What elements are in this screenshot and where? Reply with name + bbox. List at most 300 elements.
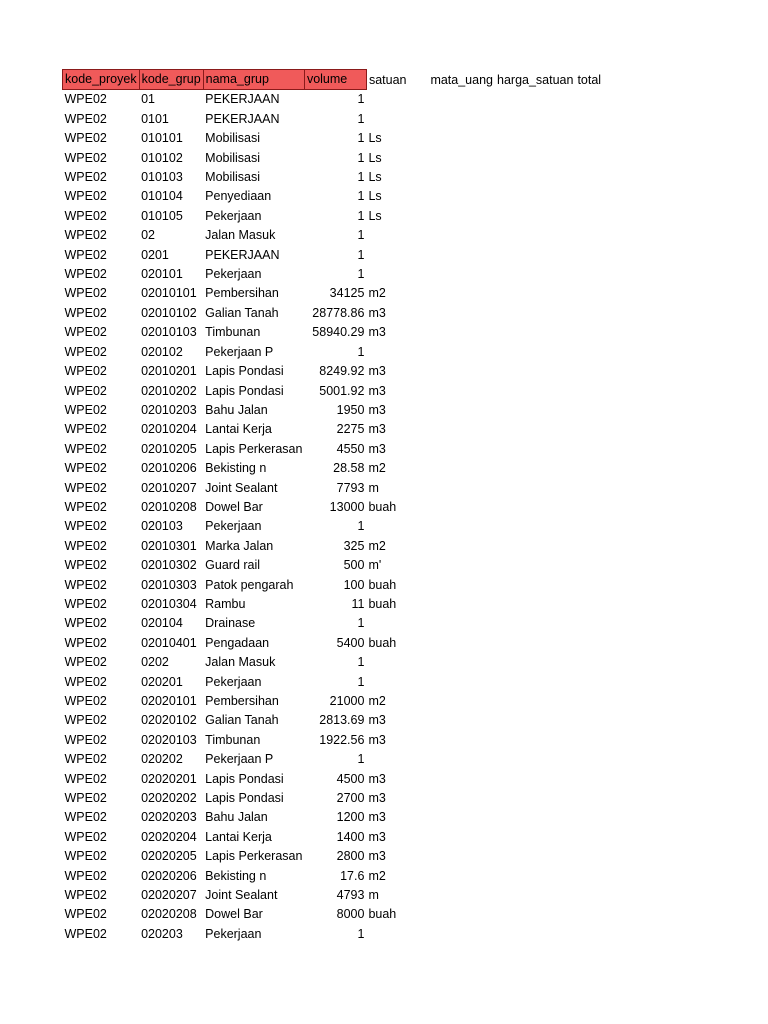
cell-kode-proyek[interactable]: WPE02	[64, 208, 107, 223]
cell-kode-grup[interactable]: 010104	[141, 189, 183, 204]
header-kode-grup[interactable]: kode_grup	[139, 70, 203, 90]
cell-total[interactable]	[575, 711, 637, 730]
cell-total[interactable]	[575, 905, 637, 924]
cell-kode-proyek[interactable]: WPE02	[64, 461, 107, 476]
cell-satuan[interactable]: m2	[368, 286, 386, 301]
cell-volume[interactable]: 1400	[336, 829, 365, 844]
cell-harga-satuan[interactable]	[495, 808, 575, 827]
cell-harga-satuan[interactable]	[495, 129, 575, 148]
cell-mata-uang[interactable]	[428, 750, 495, 769]
cell-harga-satuan[interactable]	[495, 110, 575, 129]
cell-mata-uang[interactable]	[428, 284, 495, 303]
cell-nama-grup[interactable]: Jalan Masuk	[205, 228, 276, 243]
cell-nama-grup[interactable]: Lapis Pondasi	[205, 383, 284, 398]
cell-total[interactable]	[575, 129, 637, 148]
cell-harga-satuan[interactable]	[495, 401, 575, 420]
cell-kode-proyek[interactable]: WPE02	[64, 558, 107, 573]
cell-kode-grup[interactable]: 02010205	[141, 441, 197, 456]
cell-nama-grup[interactable]: Pekerjaan	[205, 208, 262, 223]
cell-volume[interactable]: 28.58	[333, 461, 365, 476]
cell-total[interactable]	[575, 537, 637, 556]
header-kode-proyek[interactable]: kode_proyek	[63, 70, 140, 90]
cell-harga-satuan[interactable]	[495, 187, 575, 206]
cell-total[interactable]	[575, 284, 637, 303]
cell-harga-satuan[interactable]	[495, 867, 575, 886]
cell-volume[interactable]: 1	[357, 111, 365, 126]
cell-harga-satuan[interactable]	[495, 362, 575, 381]
cell-nama-grup[interactable]: Pekerjaan	[205, 267, 262, 282]
cell-kode-proyek[interactable]: WPE02	[64, 791, 107, 806]
cell-nama-grup[interactable]: Guard rail	[205, 558, 261, 573]
cell-volume[interactable]: 1	[357, 92, 365, 107]
cell-kode-proyek[interactable]: WPE02	[64, 170, 107, 185]
cell-satuan[interactable]: m3	[368, 810, 386, 825]
cell-nama-grup[interactable]: Lapis Pondasi	[205, 771, 284, 786]
cell-kode-proyek[interactable]: WPE02	[64, 499, 107, 514]
cell-kode-grup[interactable]: 020203	[141, 926, 183, 941]
cell-kode-grup[interactable]: 02020103	[141, 732, 197, 747]
cell-total[interactable]	[575, 847, 637, 866]
cell-harga-satuan[interactable]	[495, 207, 575, 226]
cell-nama-grup[interactable]: PEKERJAAN	[205, 247, 280, 262]
cell-kode-grup[interactable]: 02020203	[141, 810, 197, 825]
cell-mata-uang[interactable]	[428, 246, 495, 265]
cell-mata-uang[interactable]	[428, 905, 495, 924]
cell-mata-uang[interactable]	[428, 692, 495, 711]
cell-mata-uang[interactable]	[428, 498, 495, 517]
cell-kode-grup[interactable]: 02020207	[141, 888, 197, 903]
header-total[interactable]: total	[577, 72, 602, 87]
cell-harga-satuan[interactable]	[495, 886, 575, 905]
cell-satuan[interactable]	[366, 343, 428, 362]
cell-kode-proyek[interactable]: WPE02	[64, 849, 107, 864]
cell-kode-grup[interactable]: 02020206	[141, 868, 197, 883]
cell-nama-grup[interactable]: Pekerjaan P	[205, 752, 274, 767]
cell-harga-satuan[interactable]	[495, 498, 575, 517]
cell-harga-satuan[interactable]	[495, 517, 575, 536]
cell-kode-proyek[interactable]: WPE02	[64, 907, 107, 922]
cell-total[interactable]	[575, 498, 637, 517]
cell-volume[interactable]: 1	[357, 208, 365, 223]
cell-mata-uang[interactable]	[428, 537, 495, 556]
cell-satuan[interactable]: buah	[368, 907, 397, 922]
cell-total[interactable]	[575, 459, 637, 478]
cell-harga-satuan[interactable]	[495, 420, 575, 439]
cell-total[interactable]	[575, 401, 637, 420]
cell-kode-grup[interactable]: 02010304	[141, 596, 197, 611]
cell-kode-grup[interactable]: 02020201	[141, 771, 197, 786]
cell-total[interactable]	[575, 207, 637, 226]
cell-mata-uang[interactable]	[428, 323, 495, 342]
cell-harga-satuan[interactable]	[495, 770, 575, 789]
cell-volume[interactable]: 4500	[336, 771, 365, 786]
cell-total[interactable]	[575, 595, 637, 614]
cell-nama-grup[interactable]: PEKERJAAN	[205, 111, 280, 126]
cell-satuan[interactable]	[366, 265, 428, 284]
cell-nama-grup[interactable]: Dowel Bar	[205, 907, 263, 922]
cell-satuan[interactable]	[366, 673, 428, 692]
cell-volume[interactable]: 1922.56	[319, 732, 365, 747]
cell-mata-uang[interactable]	[428, 576, 495, 595]
cell-satuan[interactable]: buah	[368, 499, 397, 514]
cell-kode-proyek[interactable]: WPE02	[64, 771, 107, 786]
cell-kode-proyek[interactable]: WPE02	[64, 868, 107, 883]
cell-kode-proyek[interactable]: WPE02	[64, 752, 107, 767]
cell-kode-grup[interactable]: 010105	[141, 208, 183, 223]
cell-volume[interactable]: 2800	[336, 849, 365, 864]
cell-kode-grup[interactable]: 02010401	[141, 635, 197, 650]
cell-harga-satuan[interactable]	[495, 382, 575, 401]
cell-nama-grup[interactable]: Pekerjaan	[205, 674, 262, 689]
cell-harga-satuan[interactable]	[495, 226, 575, 245]
cell-total[interactable]	[575, 323, 637, 342]
cell-satuan[interactable]	[366, 110, 428, 129]
cell-volume[interactable]: 1	[357, 170, 365, 185]
cell-nama-grup[interactable]: Mobilisasi	[205, 170, 261, 185]
cell-volume[interactable]: 5400	[336, 635, 365, 650]
cell-mata-uang[interactable]	[428, 595, 495, 614]
cell-nama-grup[interactable]: Pengadaan	[205, 635, 270, 650]
cell-total[interactable]	[575, 168, 637, 187]
cell-volume[interactable]: 1	[357, 616, 365, 631]
cell-satuan[interactable]: m3	[368, 422, 386, 437]
cell-mata-uang[interactable]	[428, 886, 495, 905]
cell-kode-proyek[interactable]: WPE02	[64, 344, 107, 359]
cell-satuan[interactable]: buah	[368, 635, 397, 650]
cell-volume[interactable]: 1	[357, 752, 365, 767]
cell-harga-satuan[interactable]	[495, 847, 575, 866]
cell-satuan[interactable]	[366, 517, 428, 536]
cell-volume[interactable]: 1	[357, 189, 365, 204]
cell-mata-uang[interactable]	[428, 168, 495, 187]
cell-harga-satuan[interactable]	[495, 614, 575, 633]
cell-volume[interactable]: 4793	[336, 888, 365, 903]
cell-harga-satuan[interactable]	[495, 653, 575, 672]
cell-mata-uang[interactable]	[428, 808, 495, 827]
cell-satuan[interactable]	[366, 90, 428, 110]
cell-mata-uang[interactable]	[428, 420, 495, 439]
cell-kode-grup[interactable]: 02010203	[141, 402, 197, 417]
cell-kode-proyek[interactable]: WPE02	[64, 713, 107, 728]
cell-nama-grup[interactable]: Pekerjaan P	[205, 344, 274, 359]
cell-total[interactable]	[575, 556, 637, 575]
cell-satuan[interactable]: m	[368, 888, 379, 903]
cell-nama-grup[interactable]: Lapis Pondasi	[205, 791, 284, 806]
cell-volume[interactable]: 1	[357, 344, 365, 359]
header-nama-grup[interactable]: nama_grup	[203, 70, 304, 90]
cell-harga-satuan[interactable]	[495, 828, 575, 847]
cell-harga-satuan[interactable]	[495, 576, 575, 595]
cell-kode-grup[interactable]: 02010208	[141, 499, 197, 514]
cell-kode-proyek[interactable]: WPE02	[64, 694, 107, 708]
cell-nama-grup[interactable]: Lantai Kerja	[205, 422, 272, 437]
cell-nama-grup[interactable]: Bekisting n	[205, 868, 267, 883]
cell-kode-grup[interactable]: 0201	[141, 247, 169, 262]
cell-satuan[interactable]: m'	[368, 558, 382, 573]
cell-nama-grup[interactable]: Mobilisasi	[205, 150, 261, 165]
cell-harga-satuan[interactable]	[495, 168, 575, 187]
cell-total[interactable]	[575, 149, 637, 168]
cell-nama-grup[interactable]: Bahu Jalan	[205, 810, 268, 825]
cell-volume[interactable]: 17.6	[340, 868, 365, 883]
cell-satuan[interactable]: m3	[368, 713, 386, 728]
cell-nama-grup[interactable]: Lapis Perkerasan	[205, 441, 303, 456]
cell-nama-grup[interactable]: Galian Tanah	[205, 713, 279, 728]
cell-kode-proyek[interactable]: WPE02	[64, 364, 107, 379]
cell-volume[interactable]: 1	[357, 519, 365, 534]
cell-satuan[interactable]	[366, 925, 428, 944]
cell-nama-grup[interactable]: Mobilisasi	[205, 131, 261, 146]
header-volume[interactable]: volume	[304, 70, 366, 90]
cell-mata-uang[interactable]	[428, 187, 495, 206]
cell-mata-uang[interactable]	[428, 653, 495, 672]
cell-volume[interactable]: 7793	[336, 480, 365, 495]
cell-nama-grup[interactable]: Bekisting n	[205, 461, 267, 476]
cell-volume[interactable]: 325	[343, 538, 365, 553]
cell-nama-grup[interactable]: Bahu Jalan	[205, 402, 268, 417]
cell-total[interactable]	[575, 867, 637, 886]
cell-kode-proyek[interactable]: WPE02	[64, 596, 107, 611]
cell-nama-grup[interactable]: Pembersihan	[205, 694, 279, 708]
cell-kode-grup[interactable]: 02010206	[141, 461, 197, 476]
cell-volume[interactable]: 11	[351, 596, 365, 611]
cell-mata-uang[interactable]	[428, 382, 495, 401]
cell-harga-satuan[interactable]	[495, 343, 575, 362]
cell-kode-grup[interactable]: 020104	[141, 616, 183, 631]
cell-kode-grup[interactable]: 010103	[141, 170, 183, 185]
cell-kode-grup[interactable]: 020102	[141, 344, 183, 359]
cell-total[interactable]	[575, 673, 637, 692]
cell-volume[interactable]: 500	[343, 558, 365, 573]
cell-total[interactable]	[575, 246, 637, 265]
cell-total[interactable]	[575, 382, 637, 401]
cell-harga-satuan[interactable]	[495, 265, 575, 284]
cell-kode-proyek[interactable]: WPE02	[64, 402, 107, 417]
cell-harga-satuan[interactable]	[495, 595, 575, 614]
cell-volume[interactable]: 4550	[336, 441, 365, 456]
cell-satuan[interactable]: m3	[368, 364, 386, 379]
cell-nama-grup[interactable]: Lantai Kerja	[205, 829, 272, 844]
cell-kode-grup[interactable]: 02010204	[141, 422, 197, 437]
cell-total[interactable]	[575, 110, 637, 129]
cell-mata-uang[interactable]	[428, 479, 495, 498]
cell-kode-grup[interactable]: 0202	[141, 655, 169, 670]
cell-harga-satuan[interactable]	[495, 479, 575, 498]
cell-mata-uang[interactable]	[428, 867, 495, 886]
cell-harga-satuan[interactable]	[495, 90, 575, 110]
cell-kode-grup[interactable]: 02020102	[141, 713, 197, 728]
cell-harga-satuan[interactable]	[495, 731, 575, 750]
cell-kode-proyek[interactable]: WPE02	[64, 131, 107, 146]
header-harga-satuan[interactable]: harga_satuan	[497, 72, 574, 87]
cell-satuan[interactable]: Ls	[368, 208, 382, 223]
cell-volume[interactable]: 1	[357, 150, 365, 165]
cell-satuan[interactable]: buah	[368, 596, 397, 611]
cell-mata-uang[interactable]	[428, 828, 495, 847]
cell-satuan[interactable]: Ls	[368, 150, 382, 165]
cell-kode-grup[interactable]: 01	[141, 92, 155, 107]
cell-mata-uang[interactable]	[428, 265, 495, 284]
cell-volume[interactable]: 1	[357, 674, 365, 689]
cell-kode-proyek[interactable]: WPE02	[64, 325, 107, 340]
cell-mata-uang[interactable]	[428, 129, 495, 148]
cell-harga-satuan[interactable]	[495, 537, 575, 556]
cell-satuan[interactable]: m3	[368, 441, 386, 456]
cell-kode-grup[interactable]: 02020101	[141, 694, 197, 708]
cell-mata-uang[interactable]	[428, 711, 495, 730]
cell-total[interactable]	[575, 576, 637, 595]
cell-nama-grup[interactable]: Marka Jalan	[205, 538, 274, 553]
cell-nama-grup[interactable]: Pekerjaan	[205, 519, 262, 534]
cell-nama-grup[interactable]: Patok pengarah	[205, 577, 294, 592]
cell-total[interactable]	[575, 692, 637, 711]
cell-total[interactable]	[575, 925, 637, 944]
header-mata-uang[interactable]: mata_uang	[430, 72, 493, 87]
cell-total[interactable]	[575, 808, 637, 827]
cell-harga-satuan[interactable]	[495, 304, 575, 323]
cell-kode-proyek[interactable]: WPE02	[64, 655, 107, 670]
cell-nama-grup[interactable]: Pekerjaan	[205, 926, 262, 941]
cell-harga-satuan[interactable]	[495, 750, 575, 769]
cell-satuan[interactable]: buah	[368, 577, 397, 592]
cell-mata-uang[interactable]	[428, 731, 495, 750]
cell-mata-uang[interactable]	[428, 440, 495, 459]
cell-kode-grup[interactable]: 02020205	[141, 849, 197, 864]
cell-kode-grup[interactable]: 010101	[141, 131, 183, 146]
cell-total[interactable]	[575, 517, 637, 536]
cell-total[interactable]	[575, 731, 637, 750]
cell-volume[interactable]: 1950	[336, 402, 365, 417]
cell-satuan[interactable]: m3	[368, 829, 386, 844]
cell-total[interactable]	[575, 265, 637, 284]
cell-volume[interactable]: 2813.69	[319, 713, 365, 728]
cell-satuan[interactable]	[366, 653, 428, 672]
cell-volume[interactable]: 1	[357, 247, 365, 262]
cell-nama-grup[interactable]: Drainase	[205, 616, 256, 631]
cell-kode-proyek[interactable]: WPE02	[64, 674, 107, 689]
cell-satuan[interactable]: m2	[368, 538, 386, 553]
cell-satuan[interactable]: m3	[368, 325, 386, 340]
cell-satuan[interactable]: m3	[368, 732, 386, 747]
cell-total[interactable]	[575, 770, 637, 789]
cell-harga-satuan[interactable]	[495, 149, 575, 168]
cell-total[interactable]	[575, 614, 637, 633]
cell-mata-uang[interactable]	[428, 925, 495, 944]
cell-volume[interactable]: 2275	[336, 422, 365, 437]
cell-volume[interactable]: 21000	[329, 694, 365, 708]
cell-mata-uang[interactable]	[428, 789, 495, 808]
cell-total[interactable]	[575, 750, 637, 769]
cell-harga-satuan[interactable]	[495, 692, 575, 711]
cell-kode-proyek[interactable]: WPE02	[64, 111, 107, 126]
cell-mata-uang[interactable]	[428, 110, 495, 129]
cell-kode-grup[interactable]: 010102	[141, 150, 183, 165]
cell-total[interactable]	[575, 653, 637, 672]
cell-harga-satuan[interactable]	[495, 556, 575, 575]
cell-nama-grup[interactable]: Timbunan	[205, 732, 261, 747]
cell-volume[interactable]: 1	[357, 131, 365, 146]
cell-kode-grup[interactable]: 02010302	[141, 558, 197, 573]
cell-satuan[interactable]: m2	[368, 868, 386, 883]
cell-volume[interactable]: 1	[357, 267, 365, 282]
cell-mata-uang[interactable]	[428, 847, 495, 866]
cell-harga-satuan[interactable]	[495, 323, 575, 342]
cell-nama-grup[interactable]: Joint Sealant	[205, 888, 278, 903]
cell-total[interactable]	[575, 226, 637, 245]
cell-kode-proyek[interactable]: WPE02	[64, 538, 107, 553]
cell-kode-grup[interactable]: 02010301	[141, 538, 197, 553]
cell-satuan[interactable]: m3	[368, 402, 386, 417]
cell-satuan[interactable]	[366, 614, 428, 633]
cell-kode-grup[interactable]: 02010303	[141, 577, 197, 592]
cell-total[interactable]	[575, 886, 637, 905]
cell-volume[interactable]: 8249.92	[319, 364, 365, 379]
cell-total[interactable]	[575, 187, 637, 206]
cell-satuan[interactable]: m2	[368, 461, 386, 476]
cell-nama-grup[interactable]: Galian Tanah	[205, 305, 279, 320]
cell-nama-grup[interactable]: Joint Sealant	[205, 480, 278, 495]
cell-satuan[interactable]: m3	[368, 771, 386, 786]
cell-harga-satuan[interactable]	[495, 459, 575, 478]
header-satuan[interactable]: satuan	[368, 72, 407, 87]
cell-volume[interactable]: 1200	[336, 810, 365, 825]
cell-volume[interactable]: 5001.92	[319, 383, 365, 398]
cell-mata-uang[interactable]	[428, 343, 495, 362]
cell-mata-uang[interactable]	[428, 556, 495, 575]
cell-kode-proyek[interactable]: WPE02	[64, 228, 107, 243]
cell-total[interactable]	[575, 479, 637, 498]
cell-kode-proyek[interactable]: WPE02	[64, 519, 107, 534]
cell-nama-grup[interactable]: Dowel Bar	[205, 499, 263, 514]
cell-satuan[interactable]	[366, 246, 428, 265]
cell-kode-grup[interactable]: 020103	[141, 519, 183, 534]
cell-mata-uang[interactable]	[428, 634, 495, 653]
cell-kode-proyek[interactable]: WPE02	[64, 480, 107, 495]
cell-mata-uang[interactable]	[428, 304, 495, 323]
cell-kode-grup[interactable]: 02010101	[141, 286, 197, 301]
cell-volume[interactable]: 100	[343, 577, 365, 592]
cell-kode-proyek[interactable]: WPE02	[64, 267, 107, 282]
cell-nama-grup[interactable]: Penyediaan	[205, 189, 272, 204]
cell-total[interactable]	[575, 828, 637, 847]
cell-satuan[interactable]: m3	[368, 791, 386, 806]
cell-total[interactable]	[575, 634, 637, 653]
cell-nama-grup[interactable]: Lapis Pondasi	[205, 364, 284, 379]
cell-volume[interactable]: 1	[357, 655, 365, 670]
cell-volume[interactable]: 2700	[336, 791, 365, 806]
cell-kode-proyek[interactable]: WPE02	[64, 926, 107, 941]
cell-kode-proyek[interactable]: WPE02	[64, 383, 107, 398]
cell-kode-grup[interactable]: 02010103	[141, 325, 197, 340]
cell-kode-grup[interactable]: 02020208	[141, 907, 197, 922]
cell-satuan[interactable]: Ls	[368, 189, 382, 204]
cell-kode-grup[interactable]: 02010102	[141, 305, 197, 320]
cell-volume[interactable]: 28778.86	[312, 305, 365, 320]
cell-kode-grup[interactable]: 02020202	[141, 791, 197, 806]
cell-kode-grup[interactable]: 020201	[141, 674, 183, 689]
cell-volume[interactable]: 13000	[329, 499, 365, 514]
cell-total[interactable]	[575, 440, 637, 459]
cell-mata-uang[interactable]	[428, 459, 495, 478]
cell-kode-proyek[interactable]: WPE02	[64, 888, 107, 903]
cell-nama-grup[interactable]: Pembersihan	[205, 286, 279, 301]
cell-satuan[interactable]: Ls	[368, 131, 382, 146]
cell-kode-proyek[interactable]: WPE02	[64, 305, 107, 320]
cell-satuan[interactable]	[366, 226, 428, 245]
cell-kode-grup[interactable]: 02010202	[141, 383, 197, 398]
cell-satuan[interactable]: m3	[368, 383, 386, 398]
cell-volume[interactable]: 1	[357, 926, 365, 941]
